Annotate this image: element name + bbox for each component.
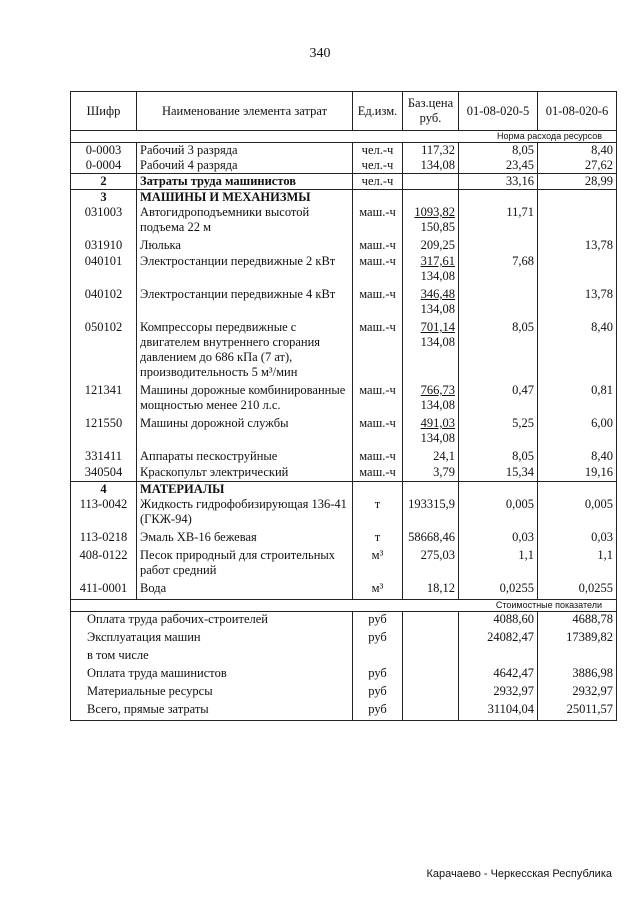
value-col-5 [459, 287, 538, 320]
total-unit: руб [353, 684, 403, 702]
table-row [71, 383, 617, 416]
section-title: МАТЕРИАЛЫ [137, 482, 353, 498]
total-row [71, 666, 617, 684]
empty-cell [403, 666, 459, 684]
resource-unit: маш.-ч [353, 416, 403, 449]
resource-price: 58668,46 [403, 530, 459, 548]
value-col-6 [538, 254, 617, 287]
norm-caption: Норма расхода ресурсов [71, 131, 617, 143]
total-name: Материальные ресурсы [71, 684, 353, 702]
total-unit: руб [353, 630, 403, 648]
value-col-5: 8,05 [459, 320, 538, 383]
value-col-5: 15,34 [459, 465, 538, 482]
total-name: Всего, прямые затраты [71, 702, 353, 721]
resource-code: 411-0001 [71, 581, 137, 600]
resource-cost-table [70, 91, 617, 721]
table-row [71, 320, 617, 383]
resource-unit: маш.-ч [353, 465, 403, 482]
value-col-5: 0,0255 [459, 581, 538, 600]
empty-cell [353, 482, 403, 498]
total-name: Эксплуатация машин [71, 630, 353, 648]
page-number: 340 [309, 46, 331, 61]
table-row [71, 254, 617, 287]
value-col-5: 0,03 [459, 530, 538, 548]
price-labor: 134,08 [420, 302, 455, 316]
section-row [71, 482, 617, 498]
price-base: 491,03 [420, 416, 455, 430]
header-col-5: 01-08-020-5 [459, 92, 538, 131]
value-col-6: 25011,57 [538, 702, 617, 721]
resource-price [403, 465, 459, 482]
resource-unit: чел.-ч [353, 174, 403, 190]
value-col-6: 8,40 [538, 143, 617, 159]
resource-code: 031910 [71, 238, 137, 254]
value-col-6: 3886,98 [538, 666, 617, 684]
empty-cell [403, 702, 459, 721]
resource-name: Автогидроподъемники высотой подъема 22 м [137, 205, 353, 238]
resource-name: Жидкость гидрофобизирующая 136-41 (ГКЖ-94) [137, 497, 353, 530]
table-row [71, 449, 617, 465]
resource-price [403, 205, 459, 238]
value-col-6: 19,16 [538, 465, 617, 482]
total-row [71, 684, 617, 702]
value-col-6: 13,78 [538, 238, 617, 254]
resource-name: Рабочий 4 разряда [137, 158, 353, 174]
resource-price: 18,12 [403, 581, 459, 600]
resource-name: Компрессоры передвижные с двигателем внутреннего сгорания давлением до 686 кПа (7 ат), производительность 5 м³/мин [137, 320, 353, 383]
total-row [71, 612, 617, 631]
empty-cell [459, 190, 538, 206]
resource-name: Машины дорожные комбинированные мощностью менее 210 л.с. [137, 383, 353, 416]
header-code: Шифр [71, 92, 137, 131]
section-row [71, 190, 617, 206]
resource-price [403, 416, 459, 449]
value-col-5 [459, 238, 538, 254]
resource-code: 040101 [71, 254, 137, 287]
value-col-6: 2932,97 [538, 684, 617, 702]
total-row [71, 702, 617, 721]
resource-price [403, 254, 459, 287]
total-unit [353, 648, 403, 666]
value-col-6: 8,40 [538, 449, 617, 465]
resource-price [403, 449, 459, 465]
total-unit: руб [353, 612, 403, 631]
total-name: Оплата труда машинистов [71, 666, 353, 684]
section-title: МАШИНЫ И МЕХАНИЗМЫ [137, 190, 353, 206]
header-unit: Ед.изм. [353, 92, 403, 131]
table-row [71, 238, 617, 254]
resource-name: Вода [137, 581, 353, 600]
resource-name: Электростанции передвижные 4 кВт [137, 287, 353, 320]
resource-price: 275,03 [403, 548, 459, 581]
resource-unit: маш.-ч [353, 238, 403, 254]
resource-name: Электростанции передвижные 2 кВт [137, 254, 353, 287]
empty-cell [403, 684, 459, 702]
cost-caption: Стоимостные показатели [71, 600, 617, 612]
value-col-5: 24082,47 [459, 630, 538, 648]
price-base: 766,73 [420, 383, 455, 397]
resource-price [403, 238, 459, 254]
value-col-6: 13,78 [538, 287, 617, 320]
value-col-5: 33,16 [459, 174, 538, 190]
value-col-5: 4642,47 [459, 666, 538, 684]
header-base-price: Баз.цена руб. [403, 92, 459, 131]
price-base: 317,61 [420, 254, 455, 268]
price-base: 1093,82 [414, 205, 455, 219]
resource-name: Краскопульт электрический [137, 465, 353, 482]
value-col-5: 1,1 [459, 548, 538, 581]
resource-code: 113-0042 [71, 497, 137, 530]
resource-unit: маш.-ч [353, 449, 403, 465]
price-base: 701,14 [420, 320, 455, 334]
table-row [71, 287, 617, 320]
resource-price: 193315,9 [403, 497, 459, 530]
empty-cell [403, 630, 459, 648]
table-row [71, 143, 617, 159]
table-row [71, 581, 617, 600]
table-row [71, 174, 617, 190]
resource-code: 408-0122 [71, 548, 137, 581]
value-col-6: 0,005 [538, 497, 617, 530]
price-base: 346,48 [420, 287, 455, 301]
value-col-5: 2932,97 [459, 684, 538, 702]
price-labor: 150,85 [420, 220, 455, 234]
resource-unit: маш.-ч [353, 320, 403, 383]
value-col-5: 31104,04 [459, 702, 538, 721]
resource-unit: чел.-ч [353, 143, 403, 159]
value-col-5: 7,68 [459, 254, 538, 287]
table-row [71, 158, 617, 174]
resource-name: Люлька [137, 238, 353, 254]
resource-code: 050102 [71, 320, 137, 383]
resource-unit: т [353, 530, 403, 548]
table-row [71, 548, 617, 581]
value-col-5: 0,47 [459, 383, 538, 416]
empty-cell [403, 648, 459, 666]
resource-code: 121550 [71, 416, 137, 449]
resource-unit: м³ [353, 581, 403, 600]
resource-name: Эмаль ХВ-16 бежевая [137, 530, 353, 548]
resource-unit: маш.-ч [353, 205, 403, 238]
total-unit: руб [353, 666, 403, 684]
value-col-6: 17389,82 [538, 630, 617, 648]
total-row [71, 648, 617, 666]
table-row [71, 465, 617, 482]
resource-code: 340504 [71, 465, 137, 482]
value-col-6: 0,03 [538, 530, 617, 548]
resource-name: Машины дорожной службы [137, 416, 353, 449]
total-unit: руб [353, 702, 403, 721]
resource-price: 134,08 [403, 158, 459, 174]
table-row [71, 205, 617, 238]
empty-cell [403, 612, 459, 631]
resource-code: 031003 [71, 205, 137, 238]
value-col-6 [538, 205, 617, 238]
value-col-6 [538, 648, 617, 666]
value-col-6: 8,40 [538, 320, 617, 383]
resource-price [403, 174, 459, 190]
price-labor: 134,08 [420, 398, 455, 412]
value-col-5: 11,71 [459, 205, 538, 238]
resource-unit: маш.-ч [353, 287, 403, 320]
value-col-6: 6,00 [538, 416, 617, 449]
value-col-5: 0,005 [459, 497, 538, 530]
price-base: 209,25 [420, 238, 455, 252]
section-code: 3 [71, 190, 137, 206]
price-base: 3,79 [433, 465, 455, 479]
resource-unit: маш.-ч [353, 254, 403, 287]
table-row [71, 497, 617, 530]
footer-region: Карачаево - Черкесская Республика [426, 868, 612, 880]
total-row [71, 630, 617, 648]
value-col-5: 4088,60 [459, 612, 538, 631]
price-base: 24,1 [433, 449, 455, 463]
empty-cell [538, 190, 617, 206]
resource-price: 117,32 [403, 143, 459, 159]
total-name: в том числе [71, 648, 353, 666]
resource-code: 331411 [71, 449, 137, 465]
table-row [71, 530, 617, 548]
resource-unit: чел.-ч [353, 158, 403, 174]
value-col-5 [459, 648, 538, 666]
value-col-6: 28,99 [538, 174, 617, 190]
header-name: Наименование элемента затрат [137, 92, 353, 131]
resource-name: Затраты труда машинистов [137, 174, 353, 190]
price-labor: 134,08 [420, 431, 455, 445]
cost-caption-row [71, 600, 617, 612]
price-labor: 134,08 [420, 335, 455, 349]
empty-cell [538, 482, 617, 498]
value-col-5: 5,25 [459, 416, 538, 449]
section-code: 2 [71, 174, 137, 190]
empty-cell [459, 482, 538, 498]
section-code: 4 [71, 482, 137, 498]
resource-code: 0-0004 [71, 158, 137, 174]
resource-unit: маш.-ч [353, 383, 403, 416]
price-labor: 134,08 [420, 269, 455, 283]
value-col-6: 27,62 [538, 158, 617, 174]
resource-code: 0-0003 [71, 143, 137, 159]
resource-price [403, 320, 459, 383]
resource-unit: т [353, 497, 403, 530]
resource-code: 121341 [71, 383, 137, 416]
resource-name: Песок природный для строительных работ средний [137, 548, 353, 581]
resource-name: Рабочий 3 разряда [137, 143, 353, 159]
total-name: Оплата труда рабочих-строителей [71, 612, 353, 631]
resource-price [403, 287, 459, 320]
empty-cell [353, 190, 403, 206]
table-row [71, 416, 617, 449]
value-col-5: 23,45 [459, 158, 538, 174]
value-col-6: 0,81 [538, 383, 617, 416]
value-col-6: 1,1 [538, 548, 617, 581]
value-col-5: 8,05 [459, 143, 538, 159]
value-col-5: 8,05 [459, 449, 538, 465]
resource-name: Аппараты пескоструйные [137, 449, 353, 465]
header-col-6: 01-08-020-6 [538, 92, 617, 131]
empty-cell [403, 190, 459, 206]
value-col-6: 0,0255 [538, 581, 617, 600]
resource-price [403, 383, 459, 416]
resource-code: 040102 [71, 287, 137, 320]
value-col-6: 4688,78 [538, 612, 617, 631]
empty-cell [403, 482, 459, 498]
resource-code: 113-0218 [71, 530, 137, 548]
resource-unit: м³ [353, 548, 403, 581]
